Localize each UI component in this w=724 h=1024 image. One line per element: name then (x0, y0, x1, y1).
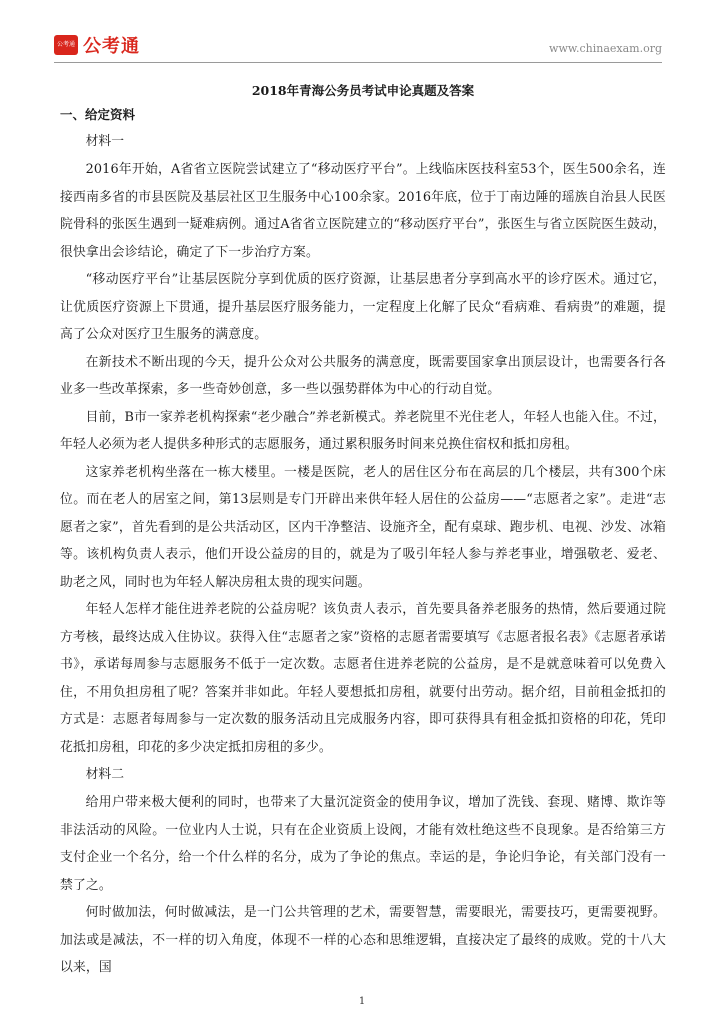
material-1-label: 材料一 (85, 134, 124, 149)
paragraph: 给用户带来极大便利的同时，也带来了大量沉淀资金的使用争议，增加了洗钱、套现、赌博、欺诈等非法活动的风险。一位业内人士说，只有在企业资质上设阀，才能有效杜绝这些不良现象。是否给第三方支付企业一个名分，给一个什么样的名分，成为了争论的焦点。幸运的是，争论归争论，有关部门没有一禁了之。 (60, 795, 666, 893)
paragraph: 年轻人怎样才能住进养老院的公益房呢？该负责人表示，首先要具备养老服务的热情，然后要通过院方考核，最终达成入住协议。获得入住“志愿者之家”资格的志愿者需要填写《志愿者报名表》《志愿者承诺书》，承诺每周参与志愿服务不低于一定次数。志愿者住进养老院的公益房，是不是就意味着可以免费入住，不用负担房租了呢？答案并非如此。年轻人要想抵扣房租，就要付出劳动。据介绍，目前租金抵扣的方式是：志愿者每周参与一定次数的服务活动且完成服务内容，即可获得具有租金抵扣资格的印花，凭印花抵扣房租，印花的多少决定抵扣房租的多少。 (60, 602, 666, 755)
logo[interactable] (54, 34, 140, 56)
section-heading: 一、给定资料 (60, 107, 136, 122)
site-url[interactable]: www.chinaexam.org (549, 42, 662, 55)
document-body (60, 72, 666, 982)
logo-badge: 公考通 (54, 35, 78, 55)
paragraph: 何时做加法，何时做减法，是一门公共管理的艺术，需要智慧，需要眼光，需要技巧，更需要视野。加法或是减法，不一样的切入角度，体现不一样的心态和思维逻辑，直接决定了最终的成败。党的十八大以来，国 (60, 905, 666, 975)
header-divider (54, 62, 662, 63)
document-title: 2018年青海公务员考试申论真题及答案 (251, 83, 475, 98)
paragraph: 目前，B市一家养老机构探索“老少融合”养老新模式。养老院里不光住老人，年轻人也能入住。不过，年轻人必须为老人提供多种形式的志愿服务，通过累积服务时间来兑换住宿权和抵扣房租。 (60, 409, 666, 452)
page-header (54, 30, 662, 60)
paragraph: 这家养老机构坐落在一栋大楼里。一楼是医院，老人的居住区分布在高层的几个楼层，共有300个床位。而在老人的居室之间，第13层则是专门开辟出来供年轻人居住的公益房——“志愿者之家”。走进“志愿者之家”，首先看到的是公共活动区，区内干净整洁、设施齐全，配有桌球、跑步机、电视、沙发、冰箱等。该机构负责人表示，他们开设公益房的目的，就是为了吸引年轻人参与养老事业，增强敬老、爱老、助老之风，同时也为年轻人解决房租太贵的现实问题。 (60, 464, 666, 590)
paragraph: 在新技术不断出现的今天，提升公众对公共服务的满意度，既需要国家拿出顶层设计，也需要各行各业多一些改革探索，多一些奇妙创意，多一些以强势群体为中心的行动自觉。 (60, 354, 666, 397)
paragraph: “移动医疗平台”让基层医院分享到优质的医疗资源，让基层患者分享到高水平的诊疗医术。通过它，让优质医疗资源上下贯通，提升基层医疗服务能力，一定程度上化解了民众“看病难、看病贵”的难题，提高了公众对医疗卫生服务的满意度。 (60, 272, 666, 342)
material-2-label: 材料二 (85, 767, 124, 782)
paragraph: 2016年开始，A省省立医院尝试建立了“移动医疗平台”。上线临床医技科室53个，医生500余名，连接西南多省的市县医院及基层社区卫生服务中心100余家。2016年底，位于丁南边陲的瑶族自治县人民医院骨科的张医生遇到一疑难病例。通过A省省立医院建立的“移动医疗平台”，张医生与省立医院医生鼓动，很快拿出会诊结论，确定了下一步治疗方案。 (60, 162, 666, 260)
logo-text: 公考通 (83, 36, 140, 57)
page-number: 1 (358, 996, 366, 1007)
